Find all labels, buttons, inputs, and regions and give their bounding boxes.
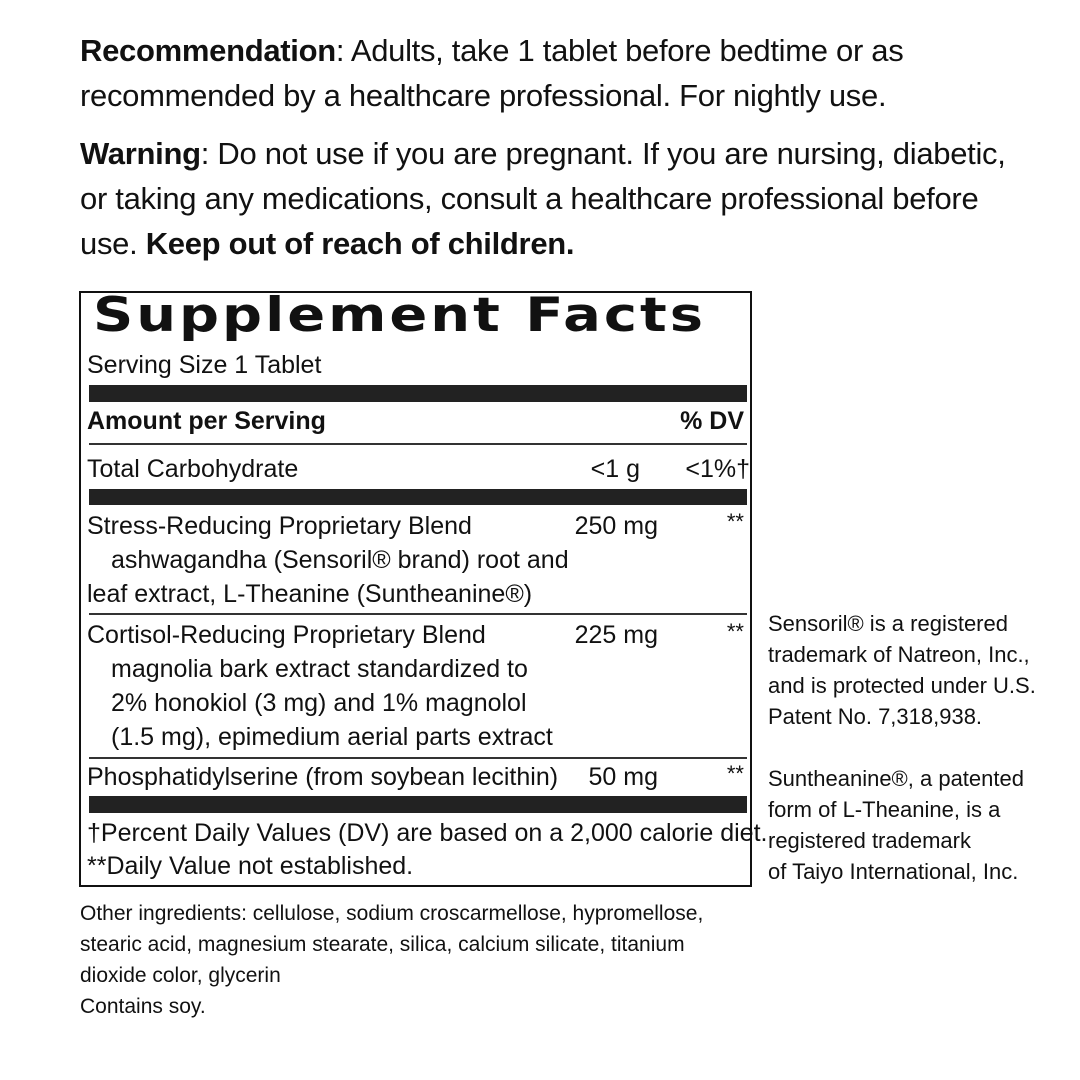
blend-ingredients-line: ashwagandha (Sensoril® brand) root and	[111, 546, 569, 574]
note-line: Patent No. 7,318,938.	[768, 704, 983, 729]
thick-divider	[89, 489, 747, 505]
contains-soy: Contains soy.	[80, 995, 206, 1018]
amount-per-serving-header: Amount per Serving	[87, 407, 326, 435]
nutrient-amount: 50 mg	[588, 763, 658, 791]
sensoril-trademark-note	[768, 608, 1068, 732]
nutrient-amount: 225 mg	[574, 621, 658, 649]
ingredients-line: Other ingredients: cellulose, sodium croscarmellose, hypromellose,	[80, 902, 704, 925]
thick-divider	[89, 385, 747, 402]
note-line: form of L-Theanine, is a	[768, 797, 1001, 822]
note-line: Sensoril® is a registered	[768, 611, 1008, 636]
nutrient-name: Stress-Reducing Proprietary Blend	[87, 512, 472, 540]
note-line: registered trademark	[768, 828, 971, 853]
blend-ingredients-line: (1.5 mg), epimedium aerial parts extract	[111, 723, 553, 751]
thick-divider	[89, 796, 747, 813]
note-line: Suntheanine®, a patented	[768, 766, 1024, 791]
facts-title: Supplement Facts	[93, 288, 706, 343]
blend-ingredients-line: leaf extract, L-Theanine (Suntheanine®)	[87, 580, 533, 608]
note-line: trademark of Natreon, Inc.,	[768, 642, 1030, 667]
recommendation-text: : Adults, take 1 tablet before bedtime or as recommended by a healthcare professional. For nightly use.	[80, 33, 904, 113]
recommendation-paragraph	[80, 28, 1040, 118]
warning-text: : Do not use if you are pregnant. If you are nursing, diabetic, or taking any medications, consult a healthcare professional before use.	[80, 136, 1006, 261]
nutrient-dv: **	[726, 619, 744, 644]
nutrient-amount: 250 mg	[574, 512, 658, 540]
footnote-not-established: **Daily Value not established.	[87, 852, 414, 880]
note-line: of Taiyo International, Inc.	[768, 859, 1019, 884]
nutrient-dv: **	[726, 761, 744, 786]
nutrient-dv: **	[726, 509, 744, 534]
nutrient-name: Cortisol-Reducing Proprietary Blend	[87, 621, 486, 649]
row-divider	[89, 613, 747, 615]
nutrient-name: Phosphatidylserine (from soybean lecithin)	[87, 763, 559, 791]
blend-ingredients-line: 2% honokiol (3 mg) and 1% magnolol	[111, 689, 527, 717]
suntheanine-trademark-note	[768, 763, 1068, 887]
nutrient-dv: <1%†	[685, 455, 750, 483]
ingredients-line: dioxide color, glycerin	[80, 964, 281, 987]
row-divider	[89, 443, 747, 445]
note-line: and is protected under U.S.	[768, 673, 1036, 698]
supplement-facts-panel	[79, 288, 768, 887]
nutrient-name: Total Carbohydrate	[87, 455, 299, 483]
recommendation-label: Recommendation	[80, 33, 336, 68]
footnote-dv: †Percent Daily Values (DV) are based on a 2,000 calorie diet.	[87, 819, 768, 847]
nutrient-amount: <1 g	[590, 455, 640, 483]
serving-size: Serving Size 1 Tablet	[87, 351, 322, 379]
other-ingredients	[80, 898, 780, 1022]
warning-label: Warning	[80, 136, 201, 171]
warning-paragraph	[80, 131, 1040, 266]
warning-emphasis: Keep out of reach of children.	[145, 226, 575, 261]
dv-header: % DV	[680, 407, 744, 435]
blend-ingredients-line: magnolia bark extract standardized to	[111, 655, 528, 683]
row-divider	[89, 757, 747, 759]
ingredients-line: stearic acid, magnesium stearate, silica, calcium silicate, titanium	[80, 933, 685, 956]
